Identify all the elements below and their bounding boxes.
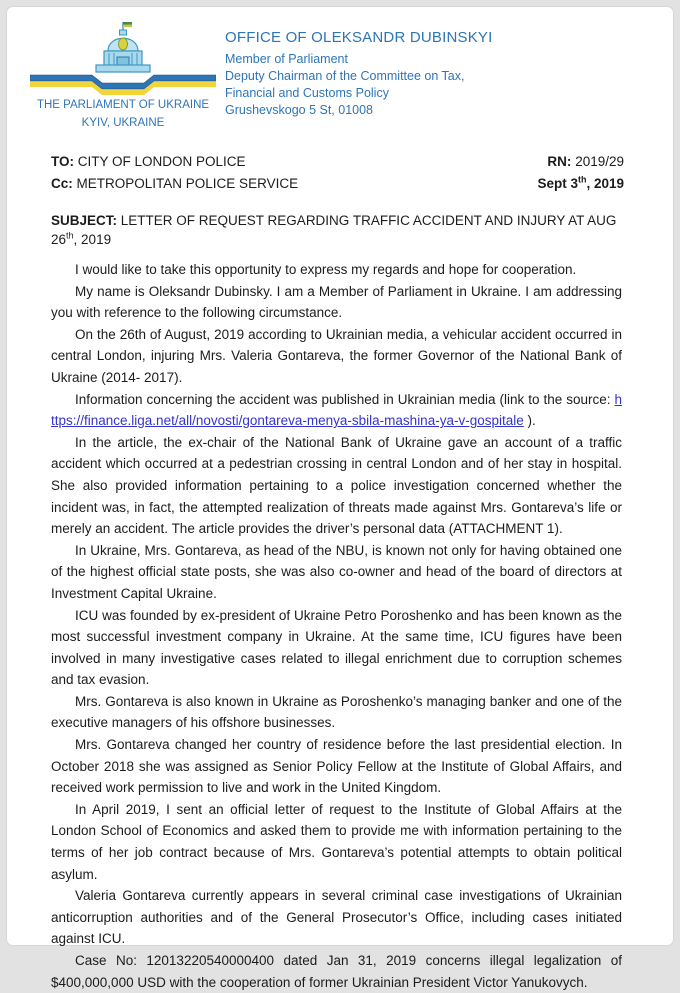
addressee-block [51,151,624,195]
rn-line [547,151,624,173]
subject-text: LETTER OF REQUEST REGARDING TRAFFIC ACCIDENT AND INJURY AT AUG 26 [51,213,617,247]
office-line-committee1: Deputy Chairman of the Committee on Tax, [225,69,465,83]
office-line-committee2: Financial and Customs Policy [225,86,389,100]
to-label: TO: [51,154,74,169]
paragraph-introduction: My name is Oleksandr Dubinsky. I am a Member of Parliament in Ukraine. I am addressing you with reference to the following circumstance. [51,283,622,321]
office-title: OFFICE OF OLEKSANDR DUBINSKYI [225,29,493,46]
meta-row-to [51,151,624,173]
cc-line [51,173,298,195]
letter-page [6,6,674,990]
letter-body [51,259,622,993]
parliament-building-icon [30,21,216,95]
subject-superscript: th [66,230,74,241]
paragraph-residence: Mrs. Gontareva changed her country of residence before the last presidential election. In October 2018 she was assigned as Senior Policy Fellow at the Institute of Global Affairs, and received work permission to live and work in the United Kingdom. [51,737,622,796]
date-line [537,173,624,195]
paragraph-investigations: Valeria Gontareva currently appears in several criminal case investigations of Ukrainian anticorruption authorities and of the General Prosecutor’s Office, including cases initiated against ICU. [51,888,622,947]
source-text-post: ). [523,413,536,429]
paragraph-case-number: Case No: 12013220540000400 dated Jan 31, 2019 concerns illegal legalization of $400,000,000 USD with the cooperation of former Ukrainian President Victor Yanukovych. [51,953,622,990]
subject-line [51,211,624,249]
logo-caption-line2: KYIV, UKRAINE [81,117,165,129]
paragraph-banker: Mrs. Gontareva is also known in Ukraine as Poroshenko’s managing banker and one of the executive managers of his offshore businesses. [51,693,622,731]
cc-value: METROPOLITAN POLICE SERVICE [76,176,299,191]
paragraph-article-details: In the article, the ex-chair of the National Bank of Ukraine gave an account of a traffic accident which occurred at a pedestrian crossing in central London and of her stay in hospital. She also provided information pertaining to a police investigation concerned whether the incident was, in fact, the attempted realization of threats made against Mrs. Gontareva’s life or merely an accident. The article provides the driver’s personal data (ATTACHMENT 1). [51,434,622,537]
rn-value: 2019/29 [575,154,624,169]
subject-label: SUBJECT: [51,213,118,228]
parliament-logo [29,21,217,131]
paragraph-nbu: In Ukraine, Mrs. Gontareva, as head of the NBU, is known not only for having obtained one of the highest official state posts, she was also co-owner and head of the board of directors at Investment Capital Ukraine. [51,542,622,601]
paragraph-greeting: I would like to take this opportunity to express my regards and hope for cooperation. [75,262,577,277]
date-main: Sept 3 [537,176,578,191]
date-superscript: th [577,174,587,185]
rn-label: RN: [547,154,572,169]
paragraph-source [51,389,622,432]
paragraph-icu: ICU was founded by ex-president of Ukraine Petro Poroshenko and has been known as the most successful investment company in Ukraine. At the same time, ICU figures have been involved in many investigative cases related to illegal enrichment due to corruption schemes and tax evasion. [51,607,622,688]
office-line-address: Grushevskogo 5 St, 01008 [225,103,374,117]
date-rest: , 2019 [586,176,624,191]
meta-row-cc [51,173,624,195]
cc-label: Cc: [51,176,73,191]
paragraph-accident: On the 26th of August, 2019 according to Ukrainian media, a vehicular accident occurred in central London, injuring Mrs. Valeria Gontareva, the former Governor of the National Bank of Ukraine (2014- 2017). [51,326,622,385]
to-line [51,151,246,173]
source-link[interactable]: https://finance.liga.net/all/novosti/gontareva-menya-sbila-mashina-ya-v-gospitale [51,391,622,429]
logo-caption-line1: THE PARLIAMENT OF UKRAINE [36,99,210,111]
paragraph-lse-request: In April 2019, I sent an official letter of request to the Institute of Global Affairs at the London School of Economics and asked them to provide me with information pertaining to the terms of her job contract because of Mrs. Gontareva’s potential attempts to obtain political asylum. [51,801,622,882]
source-text-pre: Information concerning the accident was published in Ukrainian media (link to the source: [75,391,615,407]
to-value: CITY OF LONDON POLICE [77,154,246,169]
letterhead [7,7,673,131]
subject-text-rest: , 2019 [73,232,112,247]
office-line-role: Member of Parliament [225,52,348,66]
office-block [225,21,493,131]
